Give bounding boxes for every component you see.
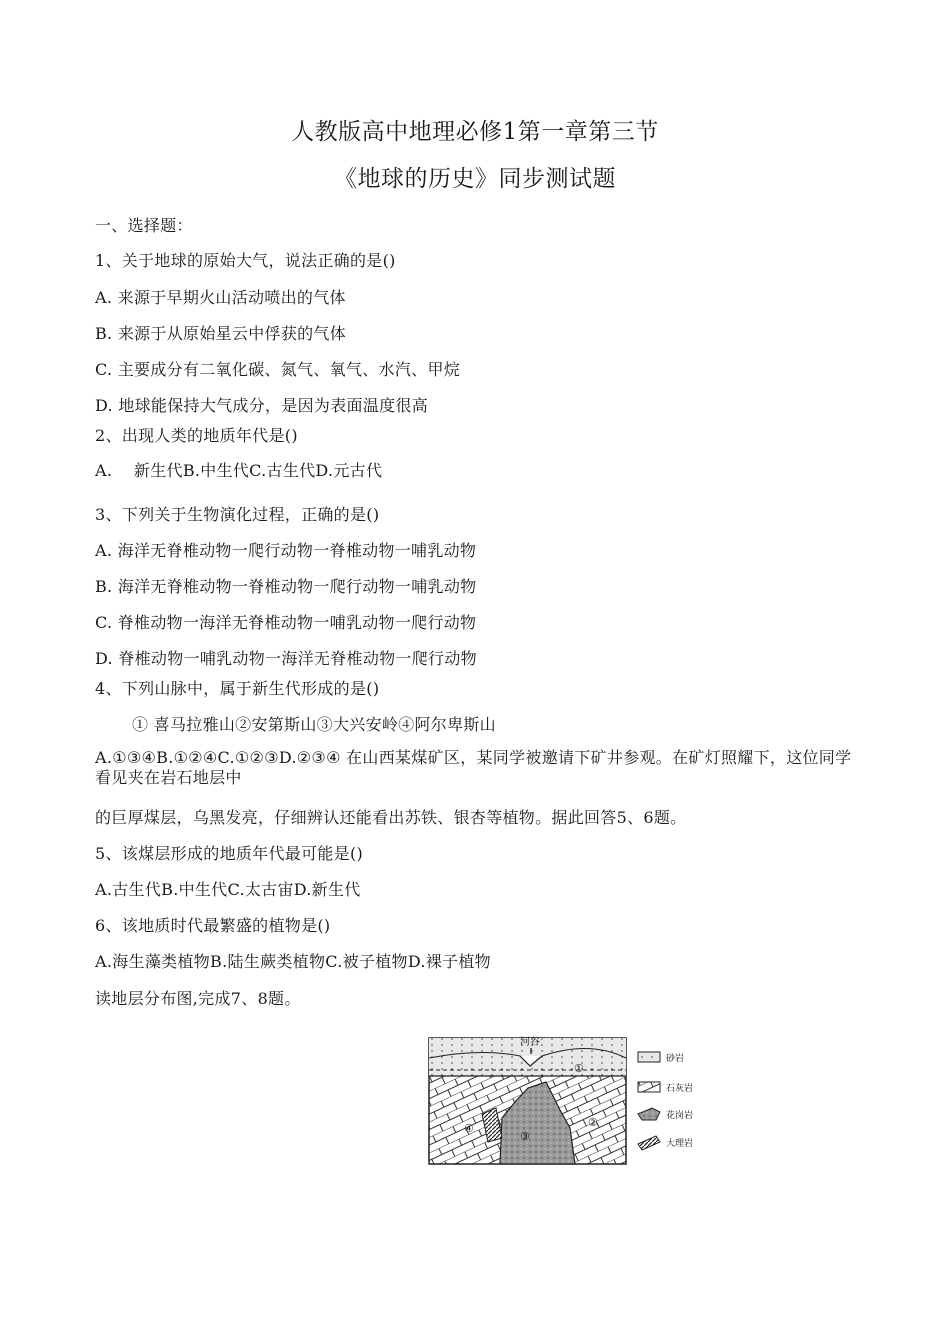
legend-marble: 大理岩 xyxy=(666,1139,694,1149)
q6-stem: 6、该地质时代最繁盛的植物是() xyxy=(95,916,331,935)
legend-sandstone: 砂岩 xyxy=(666,1054,685,1064)
title-line-2: 《地球的历史》同步测试题 xyxy=(334,166,616,192)
q4-options-passage: A.①③④B.①②④C.①②③D.②③④ 在山西某煤矿区，某同学被邀请下矿井参观。在矿灯照耀下，这位同学看见夹在岩石地层中 xyxy=(95,748,852,787)
q1-stem: 1、关于地球的原始大气，说法正确的是() xyxy=(95,251,396,270)
q3-option-d: D. 脊椎动物一哺乳动物一海洋无脊椎动物一爬行动物 xyxy=(95,649,477,668)
marker-4: ④ xyxy=(464,1122,474,1135)
marker-3: ③ xyxy=(520,1130,530,1143)
passage-continued: 的巨厚煤层，乌黑发亮，仔细辨认还能看出苏铁、银杏等植物。据此回答5、6题。 xyxy=(95,808,687,827)
legend-limestone: 石灰岩 xyxy=(666,1084,694,1094)
legend-limestone-swatch xyxy=(638,1082,660,1092)
q3-option-a: A. 海洋无脊椎动物一爬行动物一脊椎动物一哺乳动物 xyxy=(95,541,477,560)
q3-option-b: B. 海洋无脊椎动物一脊椎动物一爬行动物一哺乳动物 xyxy=(95,577,477,596)
q3-option-c: C. 脊椎动物一海洋无脊椎动物一哺乳动物一爬行动物 xyxy=(95,613,477,632)
section-heading: 一、选择题： xyxy=(95,216,193,235)
marker-1: ① xyxy=(574,1062,584,1075)
strata-diagram xyxy=(420,1018,710,1170)
q4-items: ① 喜马拉雅山②安第斯山③大兴安岭④阿尔卑斯山 xyxy=(132,715,496,734)
q2-options: A. 新生代B.中生代C.古生代D.元古代 xyxy=(95,461,383,480)
q1-option-d: D. 地球能保持大气成分，是因为表面温度很高 xyxy=(95,396,429,415)
valley-label: 河谷 xyxy=(520,1037,540,1048)
legend-granite: 花岗岩 xyxy=(666,1111,694,1121)
legend-sandstone-swatch xyxy=(638,1052,660,1062)
q1-option-b: B. 来源于从原始星云中俘获的气体 xyxy=(95,324,347,343)
legend-marble-swatch xyxy=(638,1136,660,1150)
q3-stem: 3、下列关于生物演化过程，正确的是() xyxy=(95,505,380,524)
q1-option-c: C. 主要成分有二氧化碳、氮气、氧气、水汽、甲烷 xyxy=(95,360,461,379)
marker-2: ② xyxy=(588,1116,598,1129)
q4-stem: 4、下列山脉中，属于新生代形成的是() xyxy=(95,679,380,698)
q6-options: A.海生藻类植物B.陆生蕨类植物C.被子植物D.裸子植物 xyxy=(95,952,491,971)
q2-stem: 2、出现人类的地质年代是() xyxy=(95,426,298,445)
q1-option-a: A. 来源于早期火山活动喷出的气体 xyxy=(95,288,346,307)
title-line-1: 人教版高中地理必修1第一章第三节 xyxy=(291,119,659,145)
q5-stem: 5、该煤层形成的地质年代最可能是() xyxy=(95,844,364,863)
q5-options: A.古生代B.中生代C.太古宙D.新生代 xyxy=(95,880,361,899)
legend-granite-swatch xyxy=(638,1108,660,1120)
figure-intro: 读地层分布图,完成7、8题。 xyxy=(95,989,301,1008)
